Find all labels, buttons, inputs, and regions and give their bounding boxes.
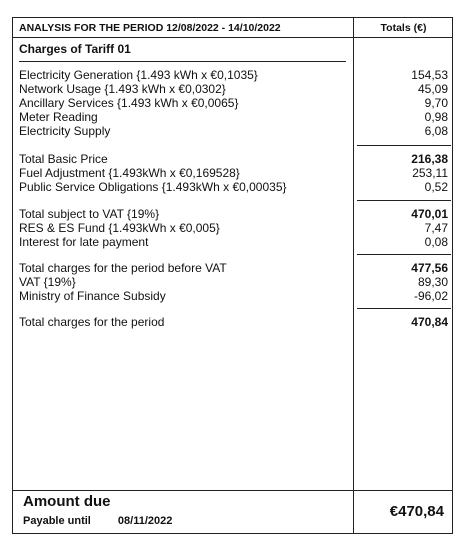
row-value: 7,47 bbox=[424, 221, 448, 235]
row-value: -96,02 bbox=[413, 289, 448, 303]
analysis-period-header: ANALYSIS FOR THE PERIOD 12/08/2022 - 14/10/2022 bbox=[19, 22, 281, 34]
row-label: Fuel Adjustment {1.493kWh x €0,169528} bbox=[19, 166, 240, 180]
row-label: Ancillary Services {1.493 kWh x €0,0065} bbox=[19, 96, 239, 110]
row-value: 0,98 bbox=[424, 110, 448, 124]
row-label: Total charges for the period before VAT bbox=[19, 261, 227, 275]
row-label: VAT {19%} bbox=[19, 275, 76, 289]
row-label: Network Usage {1.493 kWh x €0,0302} bbox=[19, 82, 226, 96]
row-value: 154,53 bbox=[411, 68, 448, 82]
subtotal-value: 477,56 bbox=[411, 261, 448, 275]
payable-until-date: 08/11/2022 bbox=[117, 515, 173, 527]
subtotal-rule bbox=[357, 254, 451, 255]
row-value: 253,11 bbox=[412, 166, 448, 180]
subtotal-value: 470,01 bbox=[411, 207, 448, 221]
row-label: Meter Reading bbox=[19, 110, 98, 124]
row-label: Electricity Supply bbox=[19, 124, 111, 138]
row-value: 6,08 bbox=[424, 124, 448, 138]
column-divider bbox=[353, 18, 354, 533]
row-label: Public Service Obligations {1.493kWh x €0,00035} bbox=[19, 180, 287, 194]
subtotal-rule bbox=[357, 308, 451, 309]
row-label: Ministry of Finance Subsidy bbox=[19, 289, 166, 303]
row-label: RES & ES Fund {1.493kWh x €0,005} bbox=[19, 221, 220, 235]
row-label: Electricity Generation {1.493 kWh x €0,1035} bbox=[19, 68, 258, 82]
subtotal-rule bbox=[357, 145, 451, 146]
row-value: 45,09 bbox=[417, 82, 448, 96]
charges-title-rule bbox=[19, 61, 346, 62]
row-value: 0,08 bbox=[424, 235, 448, 249]
payable-until-label: Payable until bbox=[23, 515, 91, 527]
subtotal-value: 216,38 bbox=[411, 152, 448, 166]
charges-analysis-table bbox=[12, 17, 453, 534]
row-value: 0,52 bbox=[424, 180, 448, 194]
row-label: Total charges for the period bbox=[19, 315, 165, 329]
total-value: 470,84 bbox=[411, 315, 448, 329]
payable-until bbox=[23, 515, 172, 527]
header-divider bbox=[13, 37, 452, 38]
row-label: Interest for late payment bbox=[19, 235, 149, 249]
row-label: Total Basic Price bbox=[19, 152, 108, 166]
amount-due-value: €470,84 bbox=[389, 503, 444, 520]
amount-due-label: Amount due bbox=[23, 493, 111, 510]
charges-tariff-title: Charges of Tariff 01 bbox=[19, 42, 131, 56]
subtotal-rule bbox=[357, 200, 451, 201]
row-value: 9,70 bbox=[424, 96, 448, 110]
row-value: 89,30 bbox=[417, 275, 448, 289]
totals-header: Totals (€) bbox=[380, 22, 427, 34]
footer-divider bbox=[13, 490, 452, 491]
row-label: Total subject to VAT {19%} bbox=[19, 207, 160, 221]
